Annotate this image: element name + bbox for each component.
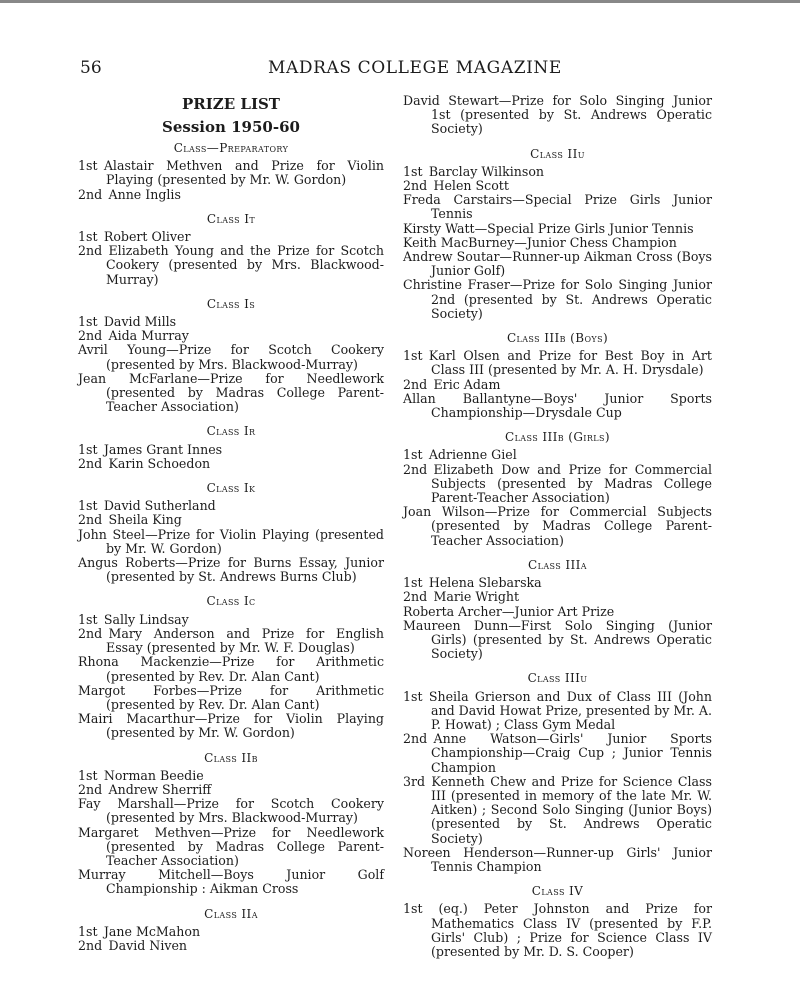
prize-entry: 1st David Sutherland <box>78 498 216 514</box>
class-heading: Class IIIb (Girls) <box>505 430 610 445</box>
prize-entry: 2nd Mary Anderson and Prize for English Essay (presented by Mr. W. F. Douglas) <box>78 625 384 656</box>
prize-entry: Kirsty Watt—Special Prize Girls Junior Tennis <box>403 220 694 236</box>
prize-entry: 2nd Aida Murray <box>78 328 189 344</box>
prize-entry: 1st (eq.) Peter Johnston and Prize for Mathematics Class IV (presented by F.P. Girls' Club) ; Prize for Science Class IV (presented by Mr. D. S. Cooper) <box>403 901 712 959</box>
prize-entry: 2nd Eric Adam <box>403 376 501 392</box>
prize-entry: 1st Adrienne Giel <box>403 447 517 463</box>
prize-entry: Margot Forbes—Prize for Arithmetic (presented by Rev. Dr. Alan Cant) <box>78 682 384 712</box>
class-heading: Class IIIu <box>527 671 588 686</box>
class-heading: Class IIa <box>204 906 258 921</box>
prize-entry: 2nd Anne Watson—Girls' Junior Sports Championship—Craig Cup ; Junior Tennis Champion <box>403 731 712 775</box>
prize-entry: Angus Roberts—Prize for Burns Essay, Junior (presented by St. Andrews Burns Club) <box>78 555 384 585</box>
class-section <box>78 424 384 471</box>
prize-entry: Joan Wilson—Prize for Commercial Subjects (presented by Madras College Parent-Teacher Association) <box>403 504 712 548</box>
class-heading: Class Ir <box>206 424 256 439</box>
prize-entry: Fay Marshall—Prize for Scotch Cookery (presented by Mrs. Blackwood-Murray) <box>78 796 384 826</box>
class-heading: Class Ic <box>206 594 256 609</box>
class-section <box>403 558 712 661</box>
prize-entry: Roberta Archer—Junior Art Prize <box>403 603 615 619</box>
prize-entry: Avril Young—Prize for Scotch Cookery (presented by Mrs. Blackwood-Murray) <box>78 342 384 372</box>
prize-entry: Allan Ballantyne—Boys' Junior Sports Championship—Drysdale Cup <box>403 390 712 421</box>
prize-entry: 1st Barclay Wilkinson <box>403 163 545 179</box>
prize-entry: 1st Sheila Grierson and Dux of Class III (John and David Howat Prize, presented by Mr. A. P. Howat) ; Class Gym Medal <box>403 688 712 732</box>
class-heading: Class IIb <box>204 750 258 765</box>
class-heading: Class Ik <box>206 481 256 496</box>
prize-entry: 1st Helena Slebarska <box>403 575 542 591</box>
class-heading: Class—Preparatory <box>173 141 289 155</box>
class-section <box>78 141 384 202</box>
prize-entry: Maureen Dunn—First Solo Singing (Junior Girls) (presented by St. Andrews Operatic Society) <box>403 617 712 662</box>
prize-entry: Christine Fraser—Prize for Solo Singing Junior 2nd (presented by St. Andrews Operatic Society) <box>403 277 712 321</box>
prize-entry: Margaret Methven—Prize for Needlework (presented by Madras College Parent-Teacher Association) <box>78 824 384 868</box>
left-column <box>78 94 384 953</box>
top-rule <box>0 0 800 3</box>
prize-entry: 1st Norman Beedie <box>78 767 204 783</box>
class-heading: Class Is <box>206 296 256 311</box>
prize-entry: 1st Alastair Methven and Prize for Violin Playing (presented by Mr. W. Gordon) <box>78 158 384 188</box>
class-section <box>403 671 712 874</box>
prize-entry: Jean McFarlane—Prize for Needlework (presented by Madras College Parent-Teacher Association) <box>78 370 384 415</box>
class-heading: Class IIIb (Boys) <box>506 331 609 346</box>
class-heading: Class IV <box>531 884 584 899</box>
prize-entry: 1st Sally Lindsay <box>78 611 189 627</box>
class-section <box>78 594 384 740</box>
prize-entry: 1st Jane McMahon <box>78 923 201 939</box>
class-section <box>403 94 712 137</box>
class-section <box>78 907 384 954</box>
prize-entry: 2nd Elizabeth Dow and Prize for Commercial Subjects (presented by Madras College Parent-Teacher Association) <box>403 461 712 506</box>
prize-entry: John Steel—Prize for Violin Playing (presented by Mr. W. Gordon) <box>78 526 384 556</box>
class-heading: Class IIu <box>530 146 585 161</box>
prize-entry: Freda Carstairs—Special Prize Girls Junior Tennis <box>403 192 712 222</box>
prize-entry: 3rd Kenneth Chew and Prize for Science Class III (presented in memory of the late Mr. W. Aitken) ; Second Solo Singing (Junior Boys) (presented by St. Andrews Operatic Society) <box>403 773 712 846</box>
class-section <box>78 212 384 287</box>
prize-entry: 1st James Grant Innes <box>78 441 223 457</box>
prize-entry: David Stewart—Prize for Solo Singing Junior 1st (presented by St. Andrews Operatic Society) <box>403 93 712 137</box>
right-column <box>403 94 712 959</box>
class-section <box>403 147 712 321</box>
session-title: Session 1950-60 <box>162 118 300 136</box>
prize-entry: 1st Karl Olsen and Prize for Best Boy in Art Class III (presented by Mr. A. H. Drysdale) <box>403 348 712 378</box>
class-heading: Class IIIa <box>528 557 587 572</box>
running-header: MADRAS COLLEGE MAGAZINE <box>268 58 562 78</box>
prize-entry: 2nd Marie Wright <box>403 589 520 605</box>
prize-entry: 2nd Anne Inglis <box>78 186 181 202</box>
prize-entry: Noreen Henderson—Runner-up Girls' Junior Tennis Champion <box>403 844 712 874</box>
class-section <box>78 751 384 897</box>
prize-entry: 2nd David Niven <box>78 937 188 953</box>
prize-entry: 1st David Mills <box>78 314 177 330</box>
prize-list-title: PRIZE LIST <box>182 95 280 113</box>
prize-entry: 2nd Karin Schoedon <box>78 455 211 471</box>
class-section <box>403 331 712 420</box>
prize-entry: Rhona Mackenzie—Prize for Arithmetic (presented by Rev. Dr. Alan Cant) <box>78 654 384 684</box>
prize-entry: 2nd Sheila King <box>78 512 182 528</box>
class-section <box>403 884 712 959</box>
prize-entry: Keith MacBurney—Junior Chess Champion <box>403 234 677 250</box>
class-section <box>403 430 712 548</box>
prize-entry: 2nd Andrew Sherriff <box>78 781 212 797</box>
prize-entry: Mairi Macarthur—Prize for Violin Playing (presented by Mr. W. Gordon) <box>78 711 384 741</box>
class-section <box>78 297 384 415</box>
prize-entry: Murray Mitchell—Boys Junior Golf Championship : Aikman Cross <box>78 867 384 897</box>
prize-entry: 2nd Helen Scott <box>403 178 509 194</box>
class-section <box>78 481 384 584</box>
prize-entry: Andrew Soutar—Runner-up Aikman Cross (Boys Junior Golf) <box>403 249 712 279</box>
prize-entry: 2nd Elizabeth Young and the Prize for Scotch Cookery (presented by Mrs. Blackwood-Murray) <box>78 243 384 287</box>
class-heading: Class It <box>206 211 256 226</box>
page-number: 56 <box>80 58 102 78</box>
prize-entry: 1st Robert Oliver <box>78 229 191 245</box>
